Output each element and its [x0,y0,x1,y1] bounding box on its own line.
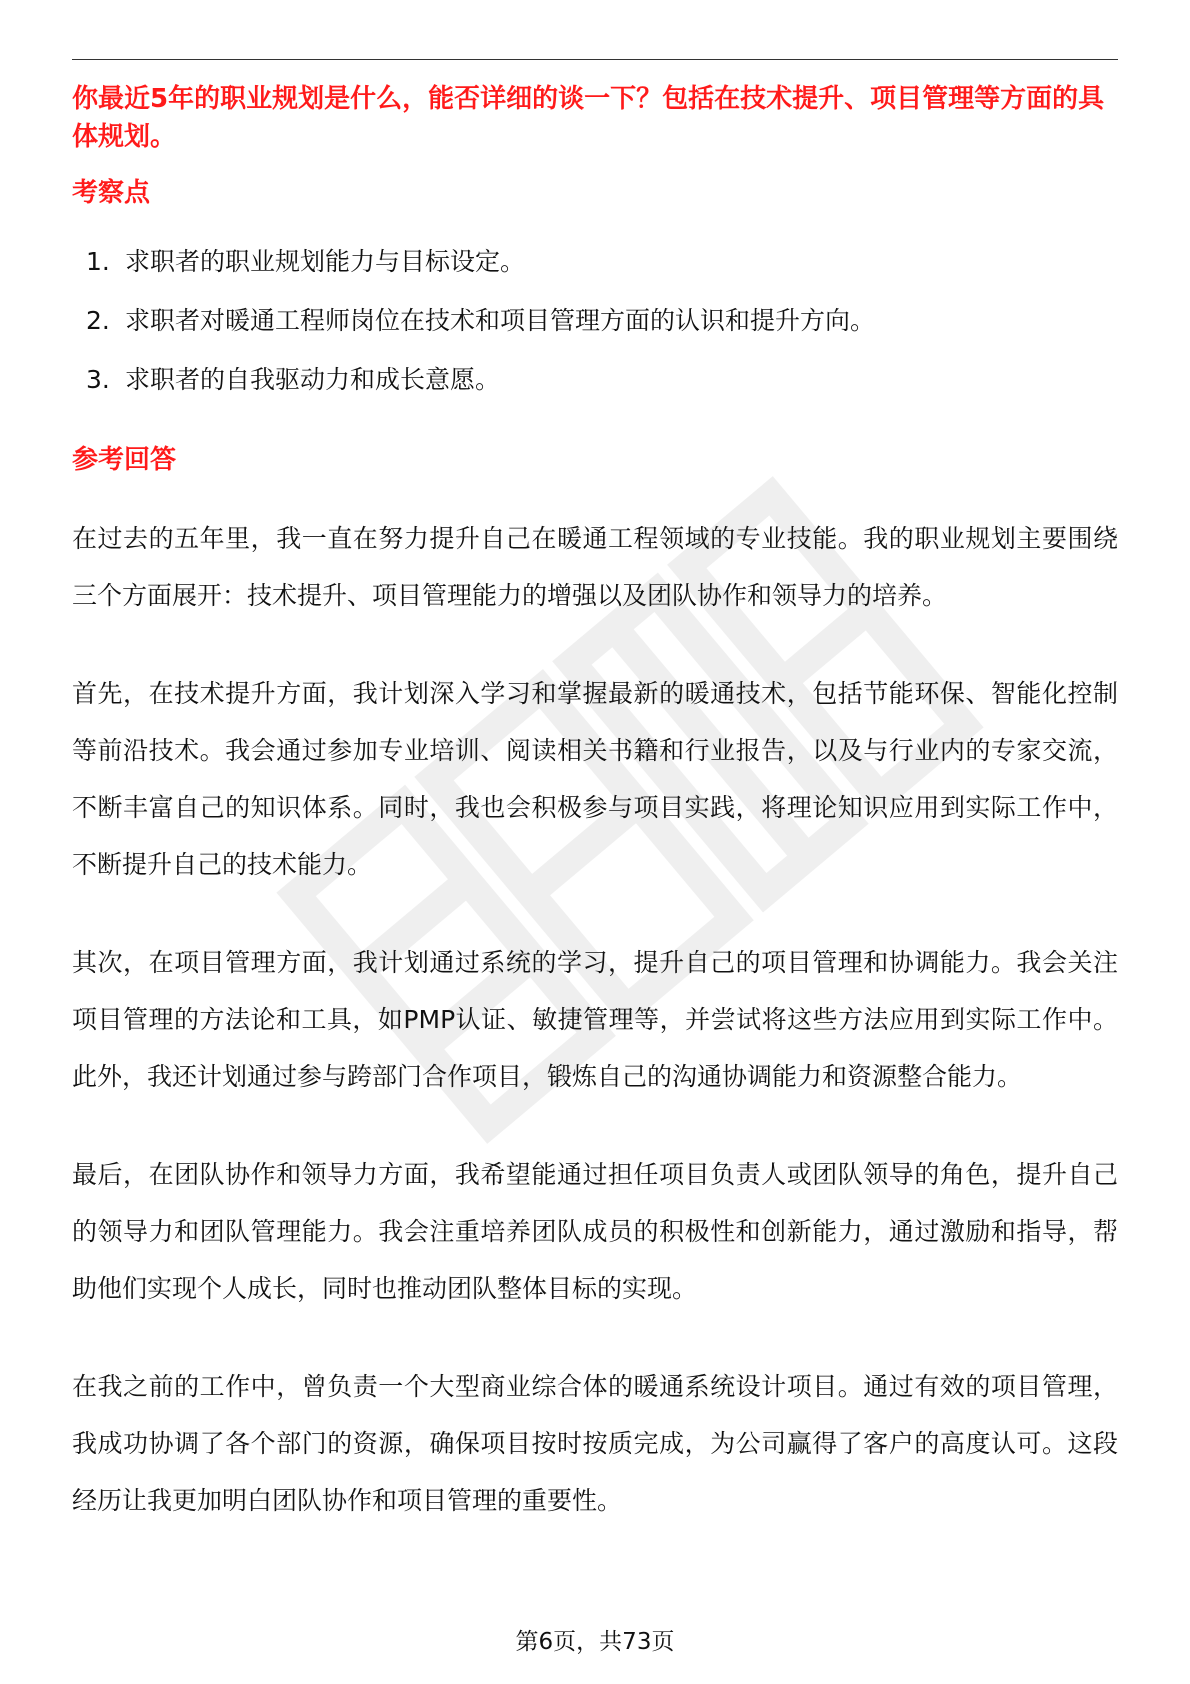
answer-body [72,510,1118,1570]
points-list [0,245,1190,422]
answer-paragraph: 在过去的五年里，我一直在努力提升自己在暖通工程领域的专业技能。我的职业规划主要围绕三个方面展开：技术提升、项目管理能力的增强以及团队协作和领导力的培养。 [72,524,1118,610]
answer-paragraph: 首先，在技术提升方面，我计划深入学习和掌握最新的暖通技术，包括节能环保、智能化控制等前沿技术。我会通过参加专业培训、阅读相关书籍和行业报告，以及与行业内的专家交流，不断丰富自己的知识体系。同时，我也会积极参与项目实践，将理论知识应用到实际工作中，不断提升自己的技术能力。 [72,679,1118,879]
list-item [0,363,1190,397]
answer-paragraph: 最后，在团队协作和领导力方面，我希望能通过担任项目负责人或团队领导的角色，提升自己的领导力和团队管理能力。我会注重培养团队成员的积极性和创新能力，通过激励和指导，帮助他们实现个人成长，同时也推动团队整体目标的实现。 [72,1160,1118,1303]
list-item [0,245,1190,279]
points-heading: 考察点 [72,178,151,208]
page-number: 第6页，共73页 [515,1629,675,1655]
list-item-text: 求职者的自我驱动力和成长意愿。 [125,365,501,394]
list-item-number: 1. [86,247,110,276]
answer-paragraph: 其次，在项目管理方面，我计划通过系统的学习，提升自己的项目管理和协调能力。我会关注项目管理的方法论和工具，如PMP认证、敏捷管理等，并尝试将这些方法应用到实际工作中。此外，我还计划通过参与跨部门合作项目，锻炼自己的沟通协调能力和资源整合能力。 [72,948,1118,1091]
list-item [0,304,1190,338]
list-item-number: 3. [86,365,110,394]
answer-paragraph: 在我之前的工作中，曾负责一个大型商业综合体的暖通系统设计项目。通过有效的项目管理，我成功协调了各个部门的资源，确保项目按时按质完成，为公司赢得了客户的高度认可。这段经历让我更加明白团队协作和项目管理的重要性。 [72,1372,1118,1515]
list-item-number: 2. [86,306,110,335]
list-item-text: 求职者对暖通工程师岗位在技术和项目管理方面的认识和提升方向。 [125,306,876,335]
answer-heading: 参考回答 [72,445,177,475]
header-rule [72,59,1118,60]
question-title: 你最近5年的职业规划是什么，能否详细的谈一下？包括在技术提升、项目管理等方面的具体规划。 [72,84,1105,152]
list-item-text: 求职者的职业规划能力与目标设定。 [125,247,526,276]
